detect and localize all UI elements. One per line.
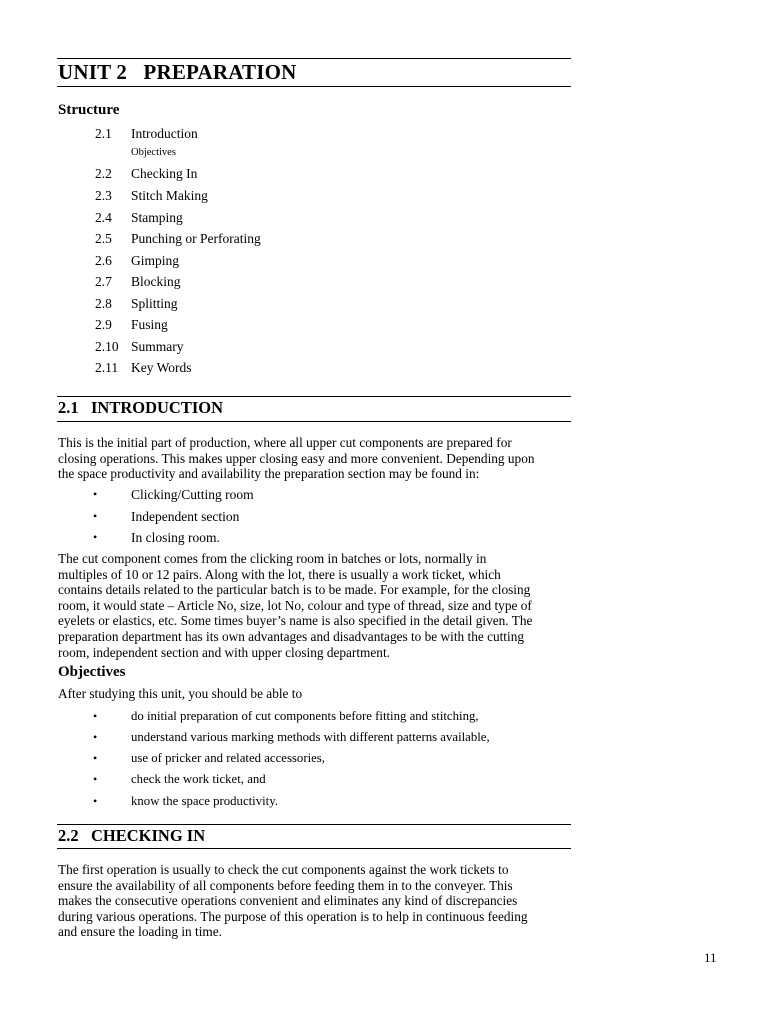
toc-item-label: Stamping — [131, 210, 183, 225]
toc-item-number: 2.4 — [95, 210, 112, 225]
bullet-icon: • — [93, 730, 98, 744]
introduction-paragraph-2 — [58, 551, 578, 660]
bullet-icon: • — [93, 487, 98, 501]
toc-item-number: 2.9 — [95, 317, 112, 332]
toc-item-label: Fusing — [131, 317, 168, 332]
unit-title: UNIT 2 PREPARATION — [58, 60, 297, 84]
bullet-text: In closing room. — [131, 530, 220, 545]
structure-heading: Structure — [58, 102, 120, 118]
objective-text: use of pricker and related accessories, — [131, 751, 325, 765]
toc-item-number: 2.6 — [95, 253, 112, 268]
text-line: makes the consecutive operations convenient and eliminates any kind of discrepancies — [58, 893, 518, 909]
text-line: The first operation is usually to check the cut components against the work tickets to — [58, 862, 509, 877]
text-line: room, it would state – Article No, size, lot No, colour and type of thread, size and type of — [58, 597, 532, 613]
text-line: the space productivity and availability the preparation section may be found in: — [58, 466, 480, 482]
text-line: closing operations. This makes upper closing easy and more convenient. Depending upon — [58, 450, 535, 466]
bullet-text: Clicking/Cutting room — [131, 487, 254, 502]
title-top-rule — [57, 58, 571, 59]
toc-item-number: 2.8 — [95, 296, 112, 311]
toc-item-number: 2.11 — [95, 360, 119, 375]
toc-item-label: Stitch Making — [131, 188, 208, 203]
toc-item-label: Introduction — [131, 126, 198, 141]
toc-item-label: Checking In — [131, 166, 198, 181]
toc-item-number: 2.5 — [95, 231, 112, 246]
text-line: room, independent section and with upper closing department. — [58, 644, 390, 660]
text-line: multiples of 10 or 12 pairs. Along with the lot, there is usually a work ticket, which — [58, 566, 501, 582]
checking-in-heading: 2.2 CHECKING IN — [58, 826, 206, 845]
toc-item-label: Splitting — [131, 296, 178, 311]
checking-top-rule — [57, 824, 571, 825]
text-line: The cut component comes from the clicking room in batches or lots, normally in — [58, 551, 487, 566]
objective-text: know the space productivity. — [131, 794, 279, 808]
text-line: during various operations. The purpose of this operation is to help in continuous feeding — [58, 908, 528, 924]
bullet-icon: • — [93, 772, 98, 786]
toc-item-label: Gimping — [131, 253, 180, 268]
introduction-paragraph-1 — [58, 435, 578, 482]
toc-subitem-label: Objectives — [131, 147, 176, 158]
title-bottom-rule — [57, 86, 571, 87]
intro-bottom-rule — [57, 421, 571, 422]
toc-item-number: 2.10 — [95, 339, 119, 354]
text-line: and ensure the loading in time. — [58, 924, 222, 940]
bullet-text: Independent section — [131, 509, 240, 524]
objective-text: understand various marking methods with different patterns available, — [131, 730, 490, 744]
objectives-intro: After studying this unit, you should be able to — [58, 686, 303, 701]
toc-item-label: Punching or Perforating — [131, 231, 261, 246]
toc-item-number: 2.7 — [95, 274, 112, 289]
checking-bottom-rule — [57, 848, 571, 849]
text-line: preparation department has its own advantages and disadvantages to be with the cutting — [58, 628, 524, 644]
toc-item-number: 2.3 — [95, 188, 112, 203]
toc-item-number: 2.2 — [95, 166, 112, 181]
toc-item-label: Key Words — [131, 360, 192, 375]
objectives-heading: Objectives — [58, 664, 126, 680]
bullet-icon: • — [93, 530, 98, 544]
text-line: eyelets or elastics, etc. Some times buyer’s name is also specified in the detail given. The — [58, 613, 533, 629]
objective-text: do initial preparation of cut components before fitting and stitching, — [131, 709, 479, 723]
bullet-icon: • — [93, 751, 98, 765]
introduction-heading: 2.1 INTRODUCTION — [58, 398, 224, 417]
text-line: contains details related to the particular batch is to be made. For example, for the closing — [58, 582, 531, 598]
toc-item-number: 2.1 — [95, 126, 112, 141]
bullet-icon: • — [93, 794, 98, 808]
intro-top-rule — [57, 396, 571, 397]
objective-text: check the work ticket, and — [131, 772, 266, 786]
page-number: 11 — [704, 950, 717, 965]
checking-in-paragraph — [58, 862, 578, 940]
text-line: ensure the availability of all components before feeding them in to the conveyer. This — [58, 877, 513, 893]
bullet-icon: • — [93, 509, 98, 523]
bullet-icon: • — [93, 709, 98, 723]
text-line: This is the initial part of production, where all upper cut components are prepared for — [58, 435, 512, 450]
toc-item-label: Summary — [131, 339, 184, 354]
toc-item-label: Blocking — [131, 274, 181, 289]
